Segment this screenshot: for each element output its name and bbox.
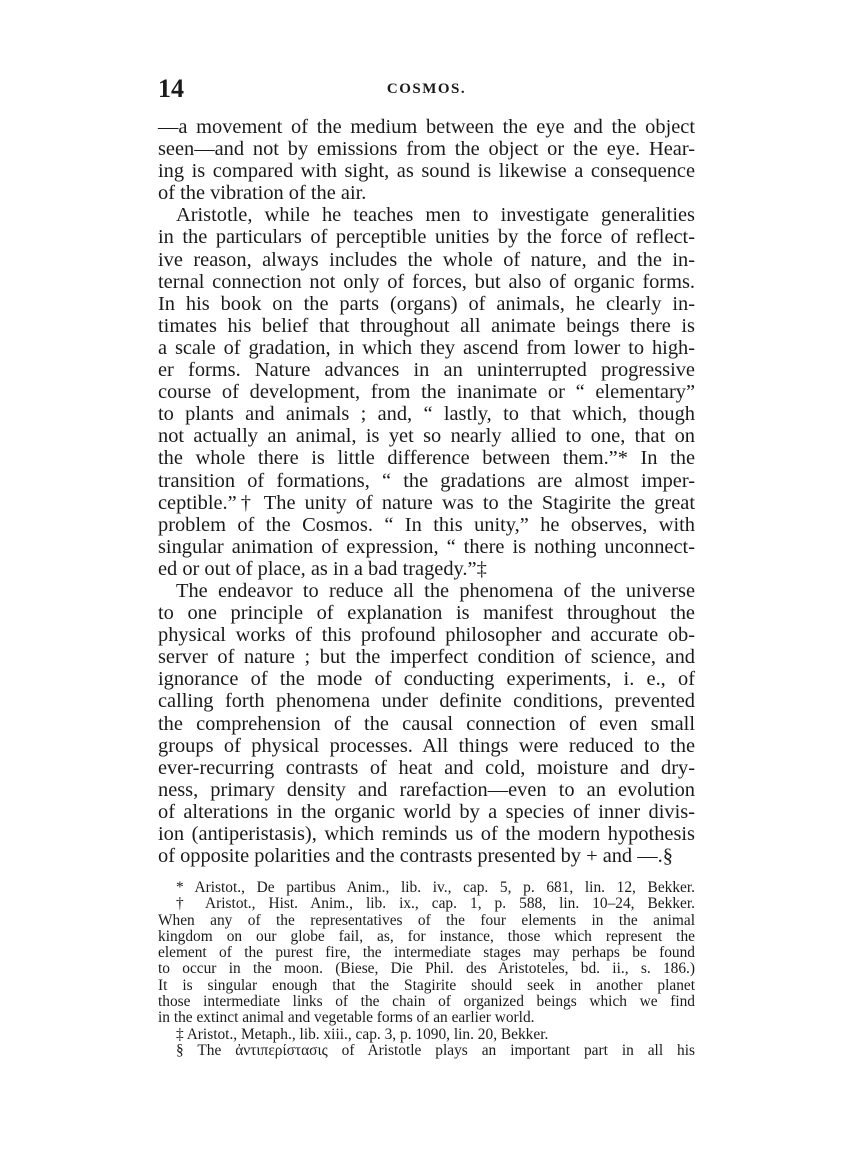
text-line: ternal connection not only of forces, but also of organic forms. (158, 270, 695, 293)
text-line: server of nature ; but the imperfect condition of science, and (158, 646, 695, 669)
text-line: of alterations in the organic world by a species of inner divis- (158, 800, 695, 823)
text-line: ever-recurring contrasts of heat and cold, moisture and dry- (158, 756, 695, 779)
text-line: In his book on the parts (organs) of animals, he clearly in- (158, 292, 695, 315)
text-line: ignorance of the mode of conducting experiments, i. e., of (158, 668, 695, 691)
text-line: problem of the Cosmos. “ In this unity,” he observes, with (158, 513, 695, 536)
text-line: —a movement of the medium between the eye and the object (158, 116, 695, 138)
text-line: singular animation of expression, “ there is nothing unconnect- (158, 535, 695, 558)
text-line: seen—and not by emissions from the object or the eye. Hear- (158, 138, 695, 161)
footnote-line: It is singular enough that the Stagirite should seek in another planet (158, 976, 695, 994)
text-line: timates his belief that throughout all animate beings there is (158, 314, 695, 337)
footnote-line: in the extinct animal and vegetable forms of an earlier world. (158, 1009, 535, 1027)
text-line: to plants and animals ; and, “ lastly, to that which, though (158, 403, 695, 426)
text-line: ing is compared with sight, as sound is likewise a consequence (158, 160, 695, 183)
page-number: 14 (158, 74, 184, 103)
footnote-line: ‡ Aristot., Metaph., lib. xiii., cap. 3, p. 1090, lin. 20, Bekker. (176, 1025, 549, 1043)
text-line: groups of physical processes. All things were reduced to the (158, 734, 695, 757)
footnote-line: element of the purest fire, the intermediate stages may perhaps be found (158, 944, 695, 962)
footnote-line: kingdom on our globe fail, as, for instance, those which represent the (158, 927, 695, 945)
text-line: er forms. Nature advances in an uninterrupted progressive (158, 359, 695, 382)
text-line: the comprehension of the causal connection of even small (158, 712, 695, 735)
footnote-line: When any of the representatives of the four elements in the animal (158, 911, 695, 929)
text-line: ion (antiperistasis), which reminds us of the modern hypothesis (158, 823, 695, 845)
text-line: a scale of gradation, in which they ascend from lower to high- (158, 336, 695, 359)
text-line: The endeavor to reduce all the phenomena of the universe (176, 579, 695, 602)
text-line: in the particulars of perceptible unities by the force of reflect- (158, 226, 695, 249)
text-line: of the vibration of the air. (158, 182, 367, 205)
text-line: calling forth phenomena under definite conditions, prevented (158, 690, 695, 713)
page-header (158, 74, 695, 104)
text-line: ed or out of place, as in a bad tragedy.”‡ (158, 557, 487, 580)
body-text (158, 116, 695, 867)
text-line: the whole there is little difference between them.”* In the (158, 447, 695, 470)
footnote-line: * Aristot., De partibus Anim., lib. iv., cap. 5, p. 681, lin. 12, Bekker. (176, 879, 695, 896)
text-line: of opposite polarities and the contrasts presented by + and —.§ (158, 845, 673, 868)
text-line: not actually an animal, is yet so nearly allied to one, that on (158, 425, 695, 448)
footnote-line: those intermediate links of the chain of organized beings which we find (158, 993, 695, 1011)
text-line: ive reason, always includes the whole of nature, and the in- (158, 248, 695, 271)
text-line: ness, primary density and rarefaction—even to an evolution (158, 778, 695, 801)
text-line: course of development, from the inanimate or “ elementary” (158, 381, 695, 404)
text-line: Aristotle, while he teaches men to investigate generalities (176, 204, 695, 227)
text-line: physical works of this profound philosopher and accurate ob- (158, 624, 695, 647)
footnote-line: † Aristot., Hist. Anim., lib. ix., cap. 1, p. 588, lin. 10–24, Bekker. (176, 895, 695, 913)
text-line: to one principle of explanation is manifest throughout the (158, 602, 695, 625)
footnote-line: § The ἀντιπερίστασις of Aristotle plays an important part in all his (176, 1041, 695, 1059)
text-line: ceptible.”† The unity of nature was to the Stagirite the great (158, 491, 695, 514)
footnotes (158, 880, 695, 1059)
running-head: COSMOS. (386, 81, 467, 97)
text-line: transition of formations, “ the gradations are almost imper- (158, 469, 695, 492)
footnote-line: to occur in the moon. (Biese, Die Phil. des Aristoteles, bd. ii., s. 186.) (158, 960, 695, 978)
